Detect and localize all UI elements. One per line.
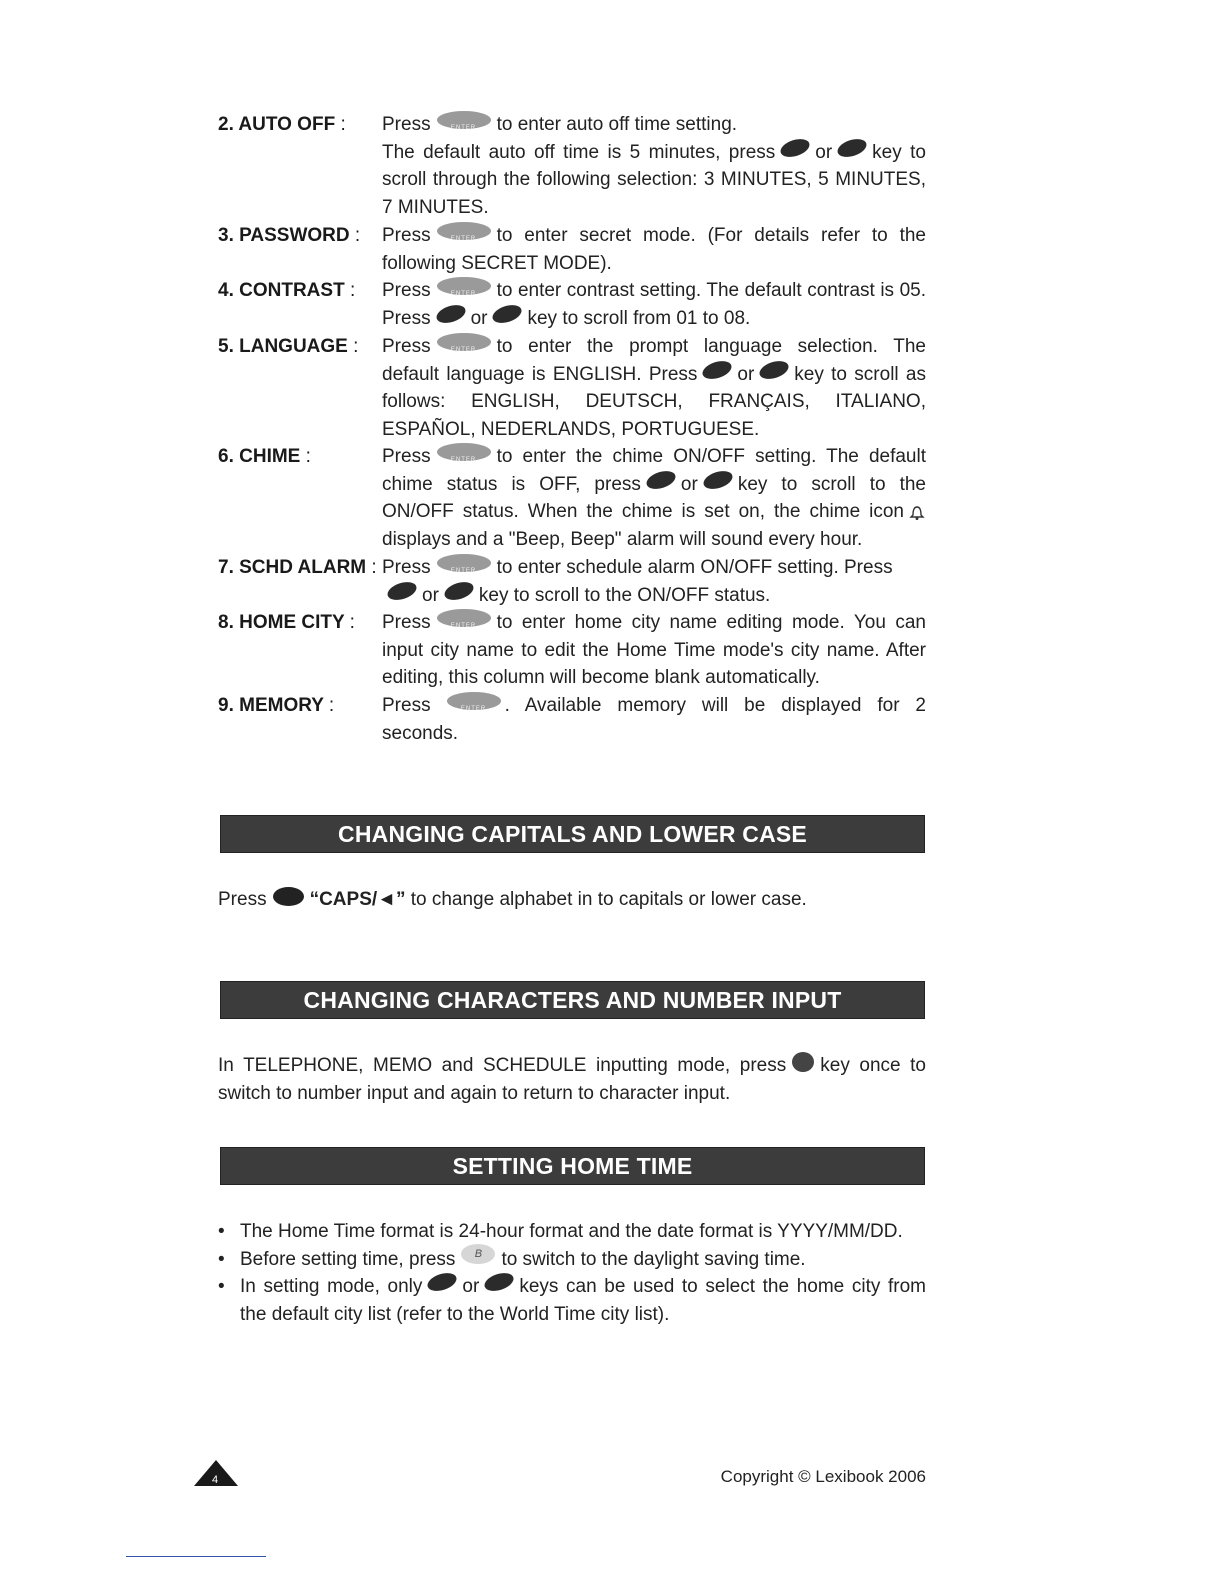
down-key-icon: [835, 135, 868, 159]
number-key-icon: [792, 1052, 814, 1072]
section-title-home-time: SETTING HOME TIME: [220, 1147, 925, 1185]
caps-key-icon: [273, 887, 304, 906]
setting-label: 5. LANGUAGE: [218, 336, 348, 357]
section-title-caps: CHANGING CAPITALS AND LOWER CASE: [220, 815, 925, 853]
enter-key-icon: [437, 111, 491, 129]
chars-paragraph: In TELEPHONE, MEMO and SCHEDULE inputting mode, press key once to switch to number input and again to return to character input.: [218, 1052, 926, 1107]
copyright: Copyright © Lexibook 2006: [720, 1467, 926, 1486]
up-key-icon: [779, 135, 812, 159]
enter-key-icon: [437, 277, 491, 295]
setting-password: 3. PASSWORD : PressENTER to enter secret mode. (For details refer to the following SECRET MODE).: [218, 222, 926, 277]
setting-label: 7. SCHD ALARM: [218, 557, 367, 578]
down-key-icon: [491, 301, 524, 325]
list-item: • In setting mode, only or keys can be used to select the home city from the default city list (refer to the World Time city list).: [218, 1273, 926, 1328]
bell-icon: [908, 503, 926, 521]
setting-label: 8. HOME CITY: [218, 612, 345, 633]
setting-memory: 9. MEMORY : PressENTER . Available memory will be displayed for 2 seconds.: [218, 692, 926, 747]
page-number-badge: [192, 1458, 240, 1488]
enter-key-icon: [437, 333, 491, 351]
setting-auto-off: 2. AUTO OFF : PressENTER to enter auto off time setting. The default auto off time is 5 minutes, press or key to scroll through the following selection: 3 MINUTES, 5 MINUTES, 7 MINUTES.: [218, 111, 926, 221]
up-key-icon: [701, 357, 734, 381]
up-key-icon: [644, 467, 677, 491]
b-key-icon: B: [461, 1244, 495, 1264]
setting-chime: 6. CHIME : PressENTER to enter the chime ON/OFF setting. The default chime status is OFF, press or key to scroll to the ON/OFF status. When the chime is set on, the chime icon displays and a "Beep, Beep" alarm will sound every hour.: [218, 443, 926, 553]
setting-label: 4. CONTRAST: [218, 280, 345, 301]
down-key-icon: [483, 1270, 516, 1294]
home-time-list: [218, 1218, 926, 1328]
up-key-icon: [385, 578, 418, 602]
setting-home-city: 8. HOME CITY : PressENTER to enter home city name editing mode. You can input city name to edit the Home Time mode's city name. After editing, this column will become blank automatically.: [218, 609, 926, 692]
enter-key-icon: [447, 692, 501, 710]
setting-contrast: 4. CONTRAST : PressENTER to enter contrast setting. The default contrast is 05. Press or key to scroll from 01 to 08.: [218, 277, 926, 332]
list-item: • Before setting time, press B to switch to the daylight saving time.: [218, 1246, 926, 1274]
down-key-icon: [701, 467, 734, 491]
setting-language: 5. LANGUAGE : PressENTER to enter the prompt language selection. The default language is ENGLISH. Press or key to scroll as follows: ENGLISH, DEUTSCH, FRANÇAIS, ITALIANO, ESPAÑOL, NEDERLANDS, PORTUGUESE.: [218, 333, 926, 443]
setting-label: 6. CHIME: [218, 446, 301, 467]
setting-label: 2. AUTO OFF: [218, 114, 336, 135]
list-item: • The Home Time format is 24-hour format and the date format is YYYY/MM/DD.: [218, 1218, 926, 1246]
enter-key-icon: [437, 609, 491, 627]
down-key-icon: [758, 357, 791, 381]
page-number: 4: [211, 1474, 219, 1486]
divider: [126, 1556, 266, 1557]
up-key-icon: [426, 1270, 459, 1294]
enter-key-icon: [437, 443, 491, 461]
setting-label: 9. MEMORY: [218, 695, 324, 716]
setting-label: 3. PASSWORD: [218, 225, 350, 246]
enter-key-icon: [437, 222, 491, 240]
setting-schd-alarm: 7. SCHD ALARM : PressENTER to enter schedule alarm ON/OFF setting. Press or key to scroll to the ON/OFF status.: [218, 554, 926, 609]
enter-key-icon: [437, 554, 491, 572]
caps-paragraph: Press “CAPS/◄” to change alphabet in to capitals or lower case.: [218, 889, 807, 910]
section-title-chars: CHANGING CHARACTERS AND NUMBER INPUT: [220, 981, 925, 1019]
